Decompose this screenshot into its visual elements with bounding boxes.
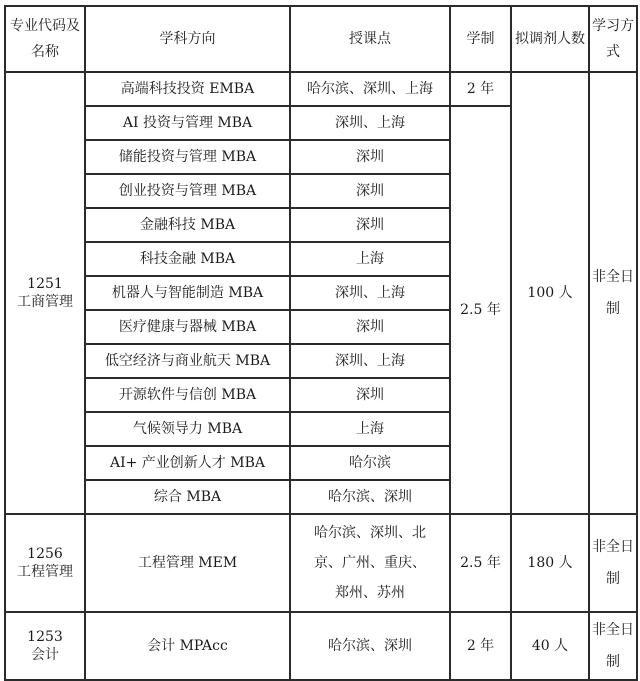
location-cell: 哈尔滨、深圳 [290, 480, 450, 514]
admissions-table [4, 5, 638, 681]
location-cell: 哈尔滨 [290, 446, 450, 480]
location-cell: 深圳 [290, 378, 450, 412]
direction-cell: 气候领导力 MBA [85, 412, 290, 446]
location-cell: 哈尔滨、深圳、北京、广州、重庆、郑州、苏州 [290, 514, 450, 612]
header-row [5, 6, 637, 72]
direction-cell: 创业投资与管理 MBA [85, 174, 290, 208]
direction-cell: AI+ 产业创新人才 MBA [85, 446, 290, 480]
program-code: 1256 [27, 546, 63, 562]
direction-cell: 工程管理 MEM [85, 514, 290, 612]
location-cell: 深圳 [290, 140, 450, 174]
direction-cell: AI 投资与管理 MBA [85, 106, 290, 140]
location-cell: 上海 [290, 412, 450, 446]
quota-cell: 100 人 [511, 72, 589, 514]
code-name-cell [5, 612, 85, 680]
location-cell: 深圳 [290, 174, 450, 208]
direction-cell: 储能投资与管理 MBA [85, 140, 290, 174]
program-code: 1253 [27, 629, 63, 645]
code-name-cell [5, 72, 85, 514]
program-name: 工商管理 [17, 294, 73, 310]
quota-cell: 40 人 [511, 612, 589, 680]
header-quota: 拟调剂人数 [511, 6, 589, 72]
duration-cell: 2 年 [450, 72, 511, 106]
duration-cell: 2.5 年 [450, 106, 511, 514]
location-cell: 哈尔滨、深圳 [290, 612, 450, 680]
location-cell: 深圳、上海 [290, 344, 450, 378]
header-location: 授课点 [290, 6, 450, 72]
mode-cell: 非全日制 [589, 72, 637, 514]
direction-cell: 金融科技 MBA [85, 208, 290, 242]
direction-cell: 高端科技投资 EMBA [85, 72, 290, 106]
header-duration: 学制 [450, 6, 511, 72]
location-cell: 深圳 [290, 310, 450, 344]
header-code-name: 专业代码及名称 [5, 6, 85, 72]
duration-cell: 2 年 [450, 612, 511, 680]
table-row [5, 514, 637, 612]
header-mode: 学习方式 [589, 6, 637, 72]
mode-cell: 非全日制 [589, 612, 637, 680]
location-cell: 深圳、上海 [290, 276, 450, 310]
direction-cell: 开源软件与信创 MBA [85, 378, 290, 412]
quota-cell: 180 人 [511, 514, 589, 612]
mode-cell: 非全日制 [589, 514, 637, 612]
table-row [5, 612, 637, 680]
program-name: 会计 [31, 647, 59, 663]
direction-cell: 机器人与智能制造 MBA [85, 276, 290, 310]
direction-cell: 会计 MPAcc [85, 612, 290, 680]
program-code: 1251 [27, 276, 63, 292]
duration-cell: 2.5 年 [450, 514, 511, 612]
table-row [5, 72, 637, 106]
program-name: 工程管理 [17, 564, 73, 580]
location-cell: 上海 [290, 242, 450, 276]
location-cell: 深圳 [290, 208, 450, 242]
direction-cell: 医疗健康与器械 MBA [85, 310, 290, 344]
direction-cell: 综合 MBA [85, 480, 290, 514]
location-cell: 哈尔滨、深圳、上海 [290, 72, 450, 106]
direction-cell: 科技金融 MBA [85, 242, 290, 276]
code-name-cell [5, 514, 85, 612]
header-direction: 学科方向 [85, 6, 290, 72]
direction-cell: 低空经济与商业航天 MBA [85, 344, 290, 378]
location-cell: 深圳、上海 [290, 106, 450, 140]
